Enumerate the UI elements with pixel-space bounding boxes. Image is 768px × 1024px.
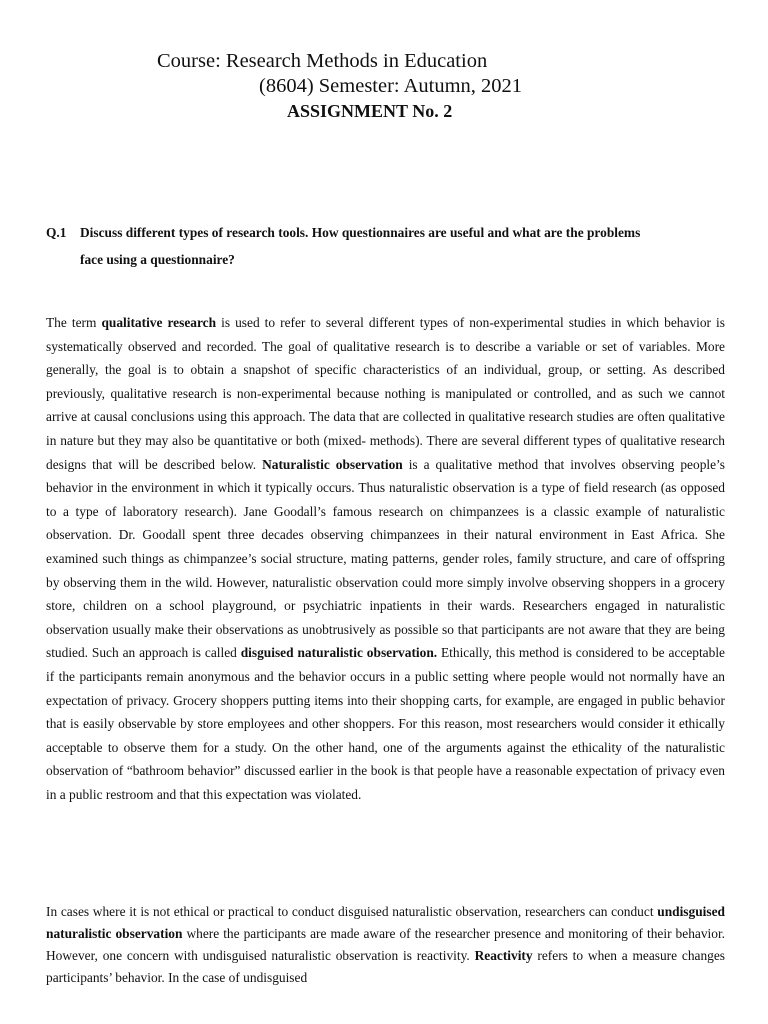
question-line-2: face using a questionnaire? — [80, 252, 235, 267]
p2-text-1: In cases where it is not ethical or practical to conduct disguised naturalistic observation, researchers can conduct — [46, 904, 658, 919]
p1-text-4: Ethically, this method is considered to be acceptable if the participants remain anonymous and the behavior occurs in a public setting where people would not normally have an expectation of privacy. Grocery shoppers putting items into their shopping carts, for example, are engaged in public behavior that is easily observable by store employees and other shoppers. For this reason, most researchers would consider it ethically acceptable to observe them for a study. On the other hand, one of the arguments against the ethicality of the naturalistic observation of “bathroom behavior” discussed earlier in the book is that people have a reasonable expectation of privacy even in a public restroom and that this expectation was violated. — [46, 645, 725, 802]
p2-text-3: refers to when a measure changes participants’ behavior. In the case of undisguised — [46, 948, 726, 985]
term-undisguised-naturalistic-observation: undisguised naturalistic observation — [46, 904, 725, 941]
p1-text-3: is a qualitative method that involves observing people’s behavior in the environment in which it typically occurs. Thus naturalistic observation is a type of field research (as opposed to a type of laboratory research). Jane Goodall’s famous research on chimpanzees is a classic example of naturalistic observation. Dr. Goodall spent three decades observing chimpanzees in their natural environment in East Africa. She examined such things as chimpanzee’s social structure, mating patterns, gender roles, family structure, and care of offspring by observing them in the wild. However, naturalistic observation could more simply involve observing shoppers in a grocery store, children on a school playground, or psychiatric inpatients in their wards. Researchers engaged in naturalistic observation usually make their observations as unobtrusively as possible so that participants are not aware that they are being studied. Such an approach is called — [46, 456, 725, 661]
body-paragraph-1 — [46, 311, 725, 806]
p1-text-2: is used to refer to several different types of non-experimental studies in which behavior is systematically observed and recorded. The goal of qualitative research is to describe a variable or set of variables. More generally, the goal is to obtain a snapshot of specific characteristics of an individual, group, or setting. As described previously, qualitative research is non-experimental because nothing is manipulated or controlled, and as such we cannot arrive at causal conclusions using this approach. The data that are collected in qualitative research studies are often qualitative in nature but they may also be quantitative or both (mixed- methods). There are several different types of qualitative research designs that will be described below. — [46, 315, 725, 472]
p1-text-1: The term — [46, 315, 102, 330]
term-reactivity: Reactivity — [474, 948, 533, 963]
question-number: Q.1 — [46, 225, 67, 240]
term-disguised-naturalistic-observation: disguised naturalistic observation. — [240, 645, 438, 661]
p2-text-2: where the participants are made aware of the researcher presence and monitoring of their behavior. However, one concern with undisguised naturalistic observation is reactivity. — [46, 926, 726, 963]
question-block — [46, 219, 726, 273]
body-paragraph-2 — [46, 901, 725, 989]
assignment-heading: ASSIGNMENT No. 2 — [287, 101, 453, 121]
course-title: Course: Research Methods in Education — [157, 50, 488, 72]
semester-line: (8604) Semester: Autumn, 2021 — [259, 75, 523, 97]
question-line-1: Discuss different types of research tools. How questionnaires are useful and what are the problems — [80, 225, 641, 240]
term-qualitative-research: qualitative research — [101, 315, 217, 330]
term-naturalistic-observation: Naturalistic observation — [262, 456, 403, 472]
